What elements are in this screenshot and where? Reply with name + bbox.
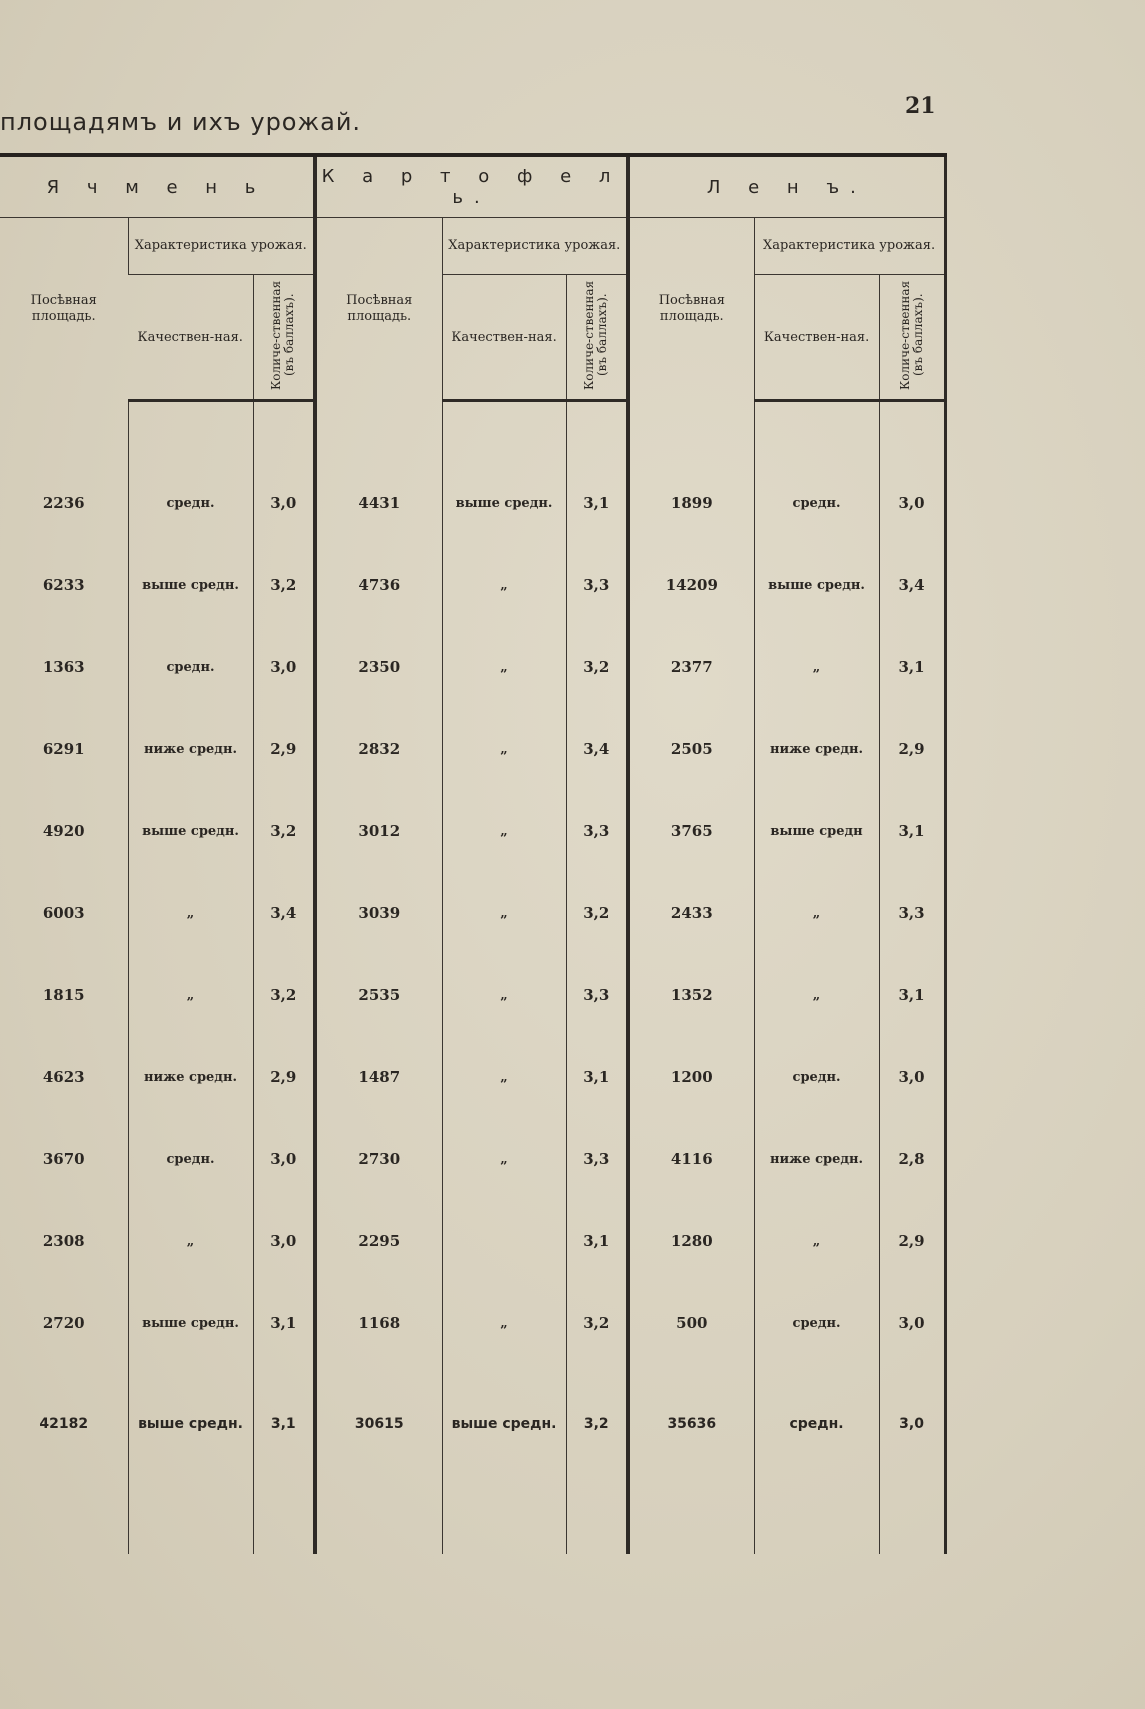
flax-score-cell: 3,1 <box>879 626 945 708</box>
flax-quality-cell: ниже средн. <box>754 708 879 790</box>
flax-score-cell: 3,0 <box>879 462 945 544</box>
header-flax-characteristic: Характеристика урожая. <box>754 218 945 275</box>
header-potato: К а р т о ф е л ь. <box>315 155 628 218</box>
flax-quality-cell: средн. <box>754 1036 879 1118</box>
potato-area-cell: 2295 <box>315 1200 442 1282</box>
potato-quality-cell: „ <box>442 544 566 626</box>
barley-score-cell: 3,2 <box>253 954 315 1036</box>
potato-area-cell: 3039 <box>315 872 442 954</box>
flax-area-cell: 3765 <box>628 790 754 872</box>
header-flax-quantitative: Количе-ственная (въ баллахъ). <box>879 275 945 401</box>
barley-quality-cell: „ <box>128 872 253 954</box>
flax-area-cell: 14209 <box>628 544 754 626</box>
header-flax: Л е н ъ. <box>628 155 945 218</box>
page-number: 21 <box>905 93 936 119</box>
barley-score-cell: 3,4 <box>253 872 315 954</box>
header-potato-area: Посѣвная площадь. <box>315 218 442 401</box>
table-row <box>0 1118 945 1200</box>
flax-score-cell: 3,0 <box>879 1036 945 1118</box>
barley-area-cell: 6003 <box>42 904 85 922</box>
flax-score-cell: 3,4 <box>879 544 945 626</box>
table-body <box>0 401 945 1555</box>
flax-area-cell: 1200 <box>628 1036 754 1118</box>
barley-quality-cell: „ <box>128 1200 253 1282</box>
potato-score-cell: 3,3 <box>566 1118 628 1200</box>
flax-score-cell: 3,1 <box>879 790 945 872</box>
barley-quality-cell: выше средн. <box>128 790 253 872</box>
header-barley-quantitative: Количе-ственная (въ баллахъ). <box>253 275 315 401</box>
potato-area-cell: 1168 <box>315 1282 442 1364</box>
potato-area-cell: 1487 <box>315 1036 442 1118</box>
potato-score-cell: 3,1 <box>566 1036 628 1118</box>
table-row <box>0 1282 945 1364</box>
potato-score-cell: 3,3 <box>566 790 628 872</box>
barley-score-cell: 3,1 <box>253 1282 315 1364</box>
flax-score-cell: 3,3 <box>879 872 945 954</box>
barley-area-cell: 2720 <box>42 1314 85 1332</box>
barley-quality-cell: ниже средн. <box>128 708 253 790</box>
flax-quality-cell: средн. <box>754 1364 879 1484</box>
potato-area-cell: 3012 <box>315 790 442 872</box>
barley-area-cell: 4623 <box>42 1068 85 1086</box>
potato-score-cell: 3,1 <box>566 1200 628 1282</box>
barley-score-cell: 2,9 <box>253 708 315 790</box>
potato-quality-cell: „ <box>442 708 566 790</box>
barley-area-cell: 3670 <box>42 1150 85 1168</box>
flax-area-cell: 2433 <box>628 872 754 954</box>
flax-area-cell: 1352 <box>628 954 754 1036</box>
flax-quality-cell: „ <box>754 954 879 1036</box>
barley-area-cell: 1363 <box>42 658 85 676</box>
barley-area-cell: 6291 <box>42 740 85 758</box>
potato-area-cell: 2350 <box>315 626 442 708</box>
header-flax-area: Посѣвная площадь. <box>628 218 754 401</box>
barley-quality-cell: „ <box>128 954 253 1036</box>
potato-score-cell: 3,3 <box>566 954 628 1036</box>
barley-area-cell: 42182 <box>39 1416 89 1432</box>
barley-area-cell: 2308 <box>42 1232 85 1250</box>
barley-quality-cell: ниже средн. <box>128 1036 253 1118</box>
table-row <box>0 708 945 790</box>
header-flax-qualitative: Качествен-ная. <box>754 275 879 401</box>
barley-score-cell: 3,0 <box>253 1118 315 1200</box>
potato-area-cell: 4736 <box>315 544 442 626</box>
header-potato-qualitative: Качествен-ная. <box>442 275 566 401</box>
barley-area-cell: 1815 <box>42 986 85 1004</box>
flax-score-cell: 3,1 <box>879 954 945 1036</box>
potato-area-cell: 2832 <box>315 708 442 790</box>
flax-score-cell: 3,0 <box>879 1282 945 1364</box>
potato-quality-cell: выше средн. <box>442 462 566 544</box>
barley-score-cell: 3,2 <box>253 790 315 872</box>
potato-area-cell: 30615 <box>315 1364 442 1484</box>
barley-quality-cell: выше средн. <box>128 1282 253 1364</box>
flax-quality-cell: ниже средн. <box>754 1118 879 1200</box>
header-barley-qualitative: Качествен-ная. <box>128 275 253 401</box>
barley-quality-cell: выше средн. <box>128 1364 253 1484</box>
potato-quality-cell: „ <box>442 872 566 954</box>
running-head: площадямъ и ихъ урожай. <box>0 108 362 136</box>
potato-area-cell: 4431 <box>315 462 442 544</box>
table-row <box>0 954 945 1036</box>
flax-quality-cell: выше средн. <box>754 544 879 626</box>
potato-score-cell: 3,2 <box>566 626 628 708</box>
table-row <box>0 1200 945 1282</box>
flax-area-cell: 4116 <box>628 1118 754 1200</box>
crop-yield-table <box>0 153 947 1554</box>
header-potato-quantitative: Количе-ственная (въ баллахъ). <box>566 275 628 401</box>
flax-quality-cell: „ <box>754 1200 879 1282</box>
flax-quality-cell: средн. <box>754 1282 879 1364</box>
potato-quality-cell: „ <box>442 1282 566 1364</box>
table-tail-row <box>0 1484 945 1554</box>
table-spacer-row <box>0 401 945 463</box>
barley-score-cell: 3,0 <box>253 1200 315 1282</box>
barley-score-cell: 3,0 <box>253 626 315 708</box>
barley-score-cell: 3,1 <box>253 1364 315 1484</box>
barley-quality-cell: средн. <box>128 1118 253 1200</box>
potato-score-cell: 3,2 <box>566 872 628 954</box>
barley-score-cell: 3,2 <box>253 544 315 626</box>
potato-quality-cell <box>442 1200 566 1282</box>
table-row <box>0 544 945 626</box>
flax-quality-cell: выше средн <box>754 790 879 872</box>
potato-quality-cell: „ <box>442 790 566 872</box>
flax-area-cell: 1899 <box>628 462 754 544</box>
flax-score-cell: 2,9 <box>879 708 945 790</box>
table-row <box>0 462 945 544</box>
potato-quality-cell: „ <box>442 626 566 708</box>
flax-area-cell: 1280 <box>628 1200 754 1282</box>
potato-score-cell: 3,4 <box>566 708 628 790</box>
flax-area-cell: 35636 <box>628 1364 754 1484</box>
flax-area-cell: 2505 <box>628 708 754 790</box>
flax-score-cell: 3,0 <box>879 1364 945 1484</box>
barley-quality-cell: средн. <box>128 626 253 708</box>
potato-quality-cell: выше средн. <box>442 1364 566 1484</box>
table-row <box>0 790 945 872</box>
header-barley-area: Посѣвная площадь. <box>0 218 128 401</box>
barley-quality-cell: средн. <box>128 462 253 544</box>
header-barley: Я ч м е н ь <box>0 155 315 218</box>
potato-score-cell: 3,2 <box>566 1282 628 1364</box>
potato-quality-cell: „ <box>442 954 566 1036</box>
barley-area-cell: 6233 <box>42 576 85 594</box>
barley-area-cell: 4920 <box>42 822 85 840</box>
flax-quality-cell: средн. <box>754 462 879 544</box>
barley-score-cell: 2,9 <box>253 1036 315 1118</box>
table-row <box>0 626 945 708</box>
flax-score-cell: 2,8 <box>879 1118 945 1200</box>
flax-quality-cell: „ <box>754 872 879 954</box>
flax-area-cell: 500 <box>628 1282 754 1364</box>
potato-score-cell: 3,3 <box>566 544 628 626</box>
potato-area-cell: 2730 <box>315 1118 442 1200</box>
flax-area-cell: 2377 <box>628 626 754 708</box>
potato-quality-cell: „ <box>442 1118 566 1200</box>
potato-score-cell: 3,2 <box>566 1364 628 1484</box>
header-barley-characteristic: Характеристика урожая. <box>128 218 315 275</box>
barley-area-cell: 2236 <box>42 494 85 512</box>
flax-score-cell: 2,9 <box>879 1200 945 1282</box>
statistics-table <box>0 153 945 1521</box>
totals-row <box>0 1364 945 1484</box>
barley-score-cell: 3,0 <box>253 462 315 544</box>
potato-area-cell: 2535 <box>315 954 442 1036</box>
header-potato-characteristic: Характеристика урожая. <box>442 218 628 275</box>
potato-quality-cell: „ <box>442 1036 566 1118</box>
potato-score-cell: 3,1 <box>566 462 628 544</box>
table-row <box>0 872 945 954</box>
flax-quality-cell: „ <box>754 626 879 708</box>
barley-quality-cell: выше средн. <box>128 544 253 626</box>
table-row <box>0 1036 945 1118</box>
